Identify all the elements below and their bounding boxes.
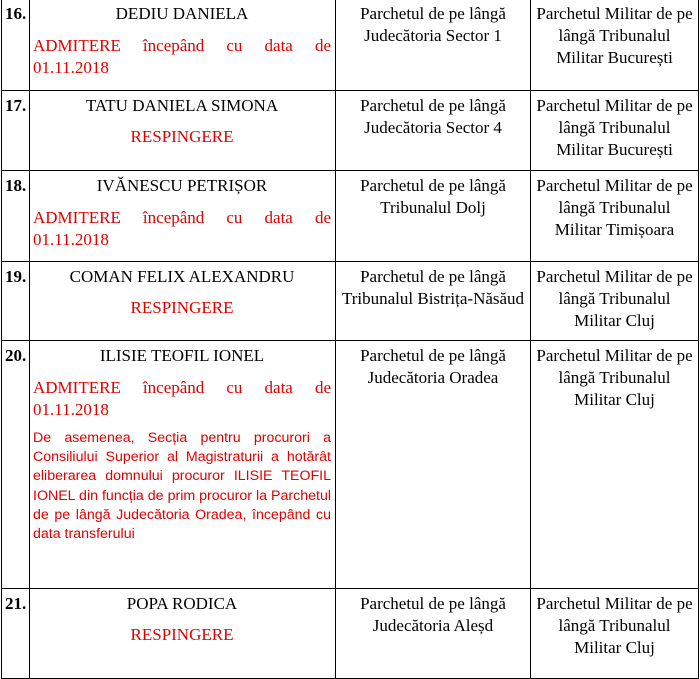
destination-court: Parchetul Militar de pe lângă Tribunalul Militar Timișoara — [531, 171, 699, 262]
name-cell — [30, 589, 336, 679]
row-number: 19. — [2, 262, 30, 341]
decision-admitere: ADMITERE începând cu data de 01.11.2018 — [33, 378, 331, 419]
destination-court: Parchetul Militar de pe lângă Tribunalul Militar București — [531, 91, 699, 171]
row-number: 20. — [2, 341, 30, 589]
table-row — [2, 0, 699, 91]
origin-court: Parchetul de pe lângă Judecătoria Aleșd — [336, 589, 531, 679]
person-name: COMAN FELIX ALEXANDRU — [69, 267, 295, 286]
name-cell — [30, 0, 336, 91]
decision-admitere: ADMITERE începând cu data de 01.11.2018 — [33, 36, 331, 77]
person-name: TATU DANIELA SIMONA — [85, 96, 279, 115]
person-name: DEDIU DANIELA — [115, 4, 249, 23]
decision-note: De asemenea, Secția pentru procurori a Consiliului Superior al Magistraturii a hotărât eliberarea domnului procuror ILISIE TEOFIL IONEL din funcția de prim procuror la Parchetul de pe lângă Judecătoria Oradea, începând cu data transferului — [33, 430, 331, 543]
destination-court: Parchetul Militar de pe lângă Tribunalul Militar Cluj — [531, 262, 699, 341]
table-row — [2, 262, 699, 341]
origin-court: Parchetul de pe lângă Judecătoria Oradea — [336, 341, 531, 589]
decision-admitere: ADMITERE începând cu data de 01.11.2018 — [33, 208, 331, 249]
person-name: POPA RODICA — [126, 594, 238, 613]
person-name: IVĂNESCU PETRIȘOR — [96, 176, 268, 195]
table-row — [2, 91, 699, 171]
decision-respingere: RESPINGERE — [130, 625, 234, 644]
row-number: 18. — [2, 171, 30, 262]
origin-court: Parchetul de pe lângă Tribunalul Bistrița-Năsăud — [336, 262, 531, 341]
destination-court: Parchetul Militar de pe lângă Tribunalul Militar București — [531, 0, 699, 91]
origin-court: Parchetul de pe lângă Judecătoria Sector 1 — [336, 0, 531, 91]
destination-court: Parchetul Militar de pe lângă Tribunalul Militar Cluj — [531, 341, 699, 589]
origin-court: Parchetul de pe lângă Judecătoria Sector 4 — [336, 91, 531, 171]
row-number: 21. — [2, 589, 30, 679]
name-cell — [30, 262, 336, 341]
row-number: 16. — [2, 0, 30, 91]
transfer-decisions-table — [1, 0, 699, 679]
table-row — [2, 171, 699, 262]
decision-respingere: RESPINGERE — [130, 298, 234, 317]
name-cell — [30, 341, 336, 589]
row-number: 17. — [2, 91, 30, 171]
table-row — [2, 589, 699, 679]
decision-respingere: RESPINGERE — [130, 127, 234, 146]
table-row — [2, 341, 699, 589]
person-name: ILISIE TEOFIL IONEL — [99, 346, 265, 365]
origin-court: Parchetul de pe lângă Tribunalul Dolj — [336, 171, 531, 262]
name-cell — [30, 171, 336, 262]
destination-court: Parchetul Militar de pe lângă Tribunalul Militar Cluj — [531, 589, 699, 679]
name-cell — [30, 91, 336, 171]
